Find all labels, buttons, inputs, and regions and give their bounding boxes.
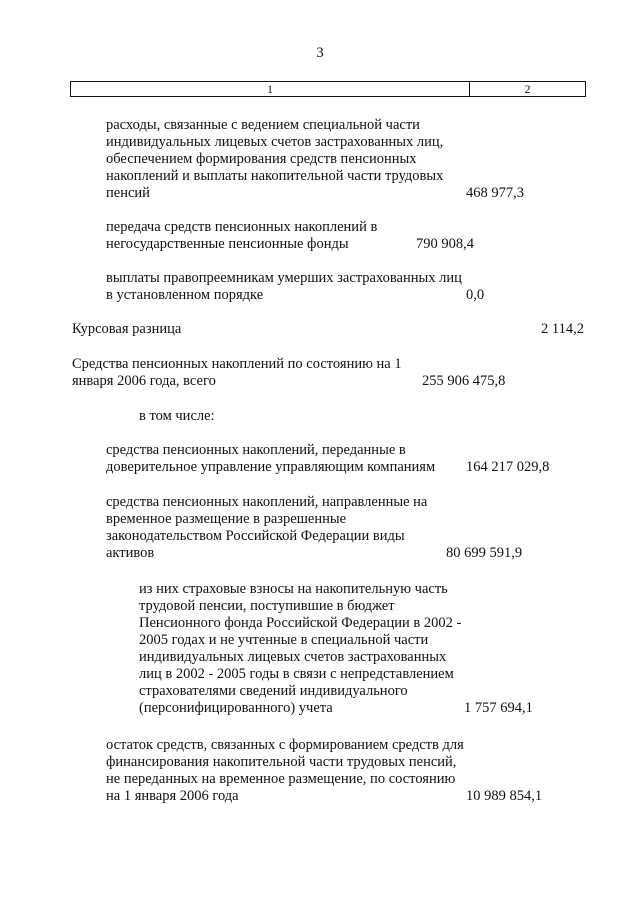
column-header-1: 1	[71, 82, 470, 96]
row-value: 255 906 475,8	[422, 373, 506, 389]
row-label: Курсовая разница	[72, 321, 182, 337]
row-value: 2 114,2	[541, 321, 584, 337]
table-row	[106, 494, 584, 562]
row-label: передача средств пенсионных накоплений в негосударственные пенсионные фонды	[106, 219, 378, 252]
row-value: 468 977,3	[466, 185, 524, 201]
including-label: в том числе:	[139, 408, 215, 424]
row-value: 0,0	[466, 287, 485, 303]
table-row	[106, 737, 584, 805]
row-label: средства пенсионных накоплений, переданные в доверительное управление управляющим компаниям	[106, 442, 436, 475]
row-label: Средства пенсионных накоплений по состоянию на 1 января 2006 года, всего	[72, 356, 402, 389]
row-value: 164 217 029,8	[466, 459, 550, 475]
table-row	[72, 321, 584, 338]
row-value: 1 757 694,1	[464, 700, 533, 716]
table-row	[106, 270, 584, 304]
column-header-2: 2	[524, 82, 531, 96]
row-value: 80 699 591,9	[446, 545, 523, 561]
table-row	[106, 117, 584, 202]
row-label: выплаты правопреемникам умерших застрахованных лиц в установленном порядке	[106, 270, 462, 303]
table-row	[139, 581, 584, 717]
row-value: 790 908,4	[416, 236, 474, 252]
table-row	[72, 356, 584, 390]
row-label: средства пенсионных накоплений, направленные на временное размещение в разрешенные законодательством Российской Федерации виды активов	[106, 494, 428, 561]
row-label: остаток средств, связанных с формированием средств для финансирования накопительной части трудовых пенсий, не переданных на временное размещение, по состоянию на 1 января 2006 года	[106, 737, 464, 804]
column-header-row	[70, 81, 586, 97]
table-row	[106, 219, 584, 253]
table-row	[106, 442, 584, 476]
row-value: 10 989 854,1	[466, 788, 543, 804]
page-number: 3	[316, 45, 324, 61]
row-label: расходы, связанные с ведением специальной части индивидуальных лицевых счетов застрахованных лиц, обеспечением формирования средств пенсионных накоплений и выплаты накопительной части трудовых пенсий	[106, 117, 444, 201]
row-label: из них страховые взносы на накопительную часть трудовой пенсии, поступившие в бюджет Пенсионного фонда Российской Федерации в 2002 - 2005 годах и не учтенные в специальной части индивидуальных лицевых счетов застрахованных лиц в 2002 - 2005 годы в связи с непредставлением страхователями сведений индивидуального (персонифицированного) учета	[139, 581, 462, 716]
